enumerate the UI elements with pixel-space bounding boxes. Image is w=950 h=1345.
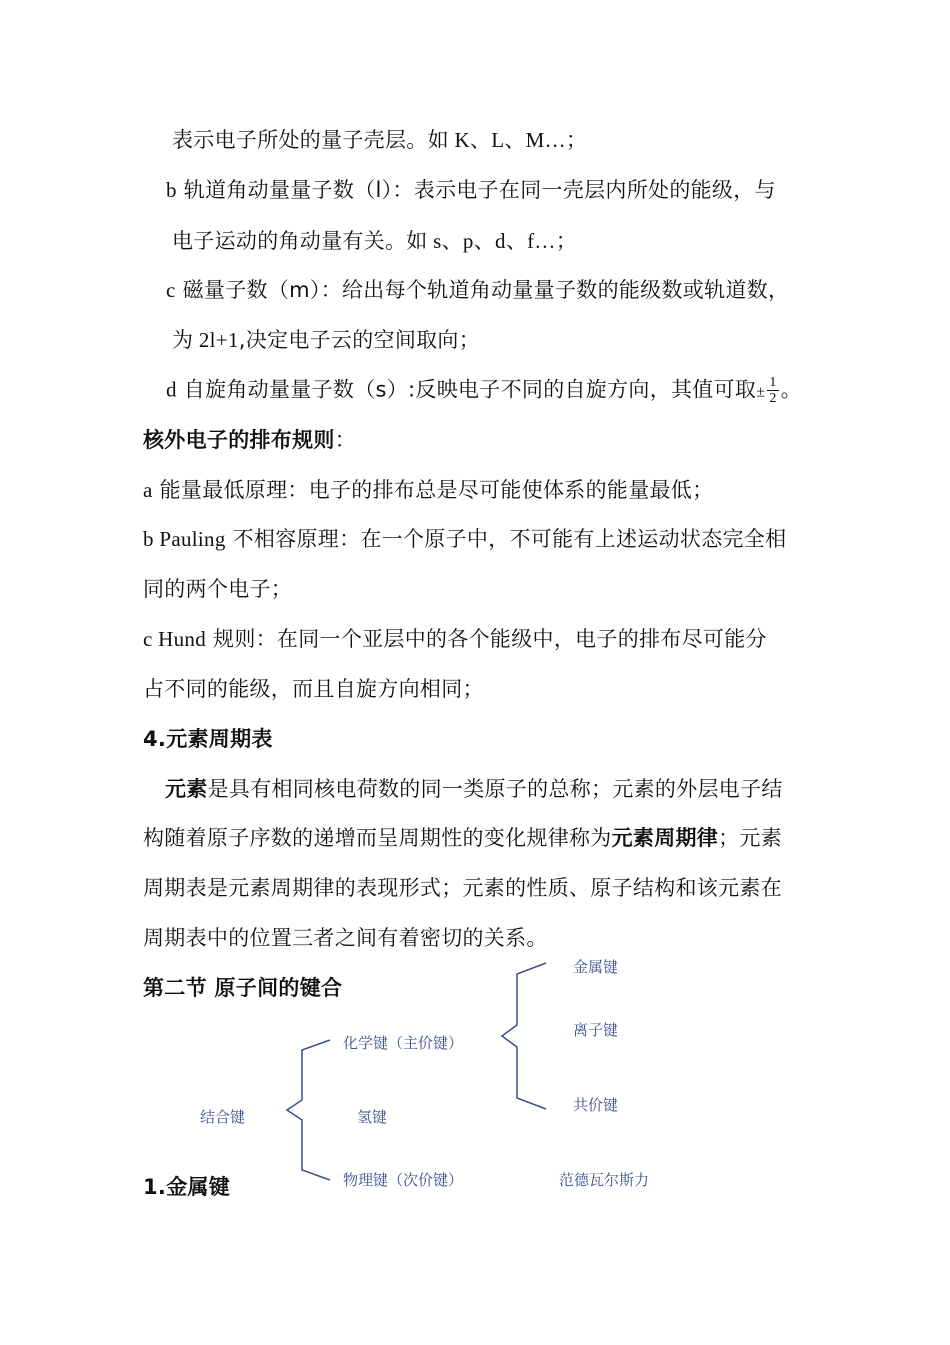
text: 电子运动的角动量有关。如 xyxy=(172,229,428,253)
text: 同的两个电子； xyxy=(143,577,293,601)
text: （s） xyxy=(354,377,409,402)
text: d xyxy=(166,377,177,402)
text: 1.金属键 xyxy=(143,1175,231,1199)
text: 轨道角动量量子数 xyxy=(176,178,355,202)
text: 构随着原子序数的递增而呈周期性的变化规律称为 xyxy=(143,826,612,850)
diagram-node-van-der-waals: 范德瓦尔斯力 xyxy=(559,1171,650,1189)
text: 元素周期律 xyxy=(611,826,719,850)
text: 4.元素周期表 xyxy=(143,727,273,751)
numerator: 1 xyxy=(769,375,777,390)
text: 2l+1 xyxy=(193,328,239,352)
text: 表示电子所处的量子壳层。如 xyxy=(172,128,449,152)
text: c xyxy=(166,278,176,302)
diagram-node-hydrogen-bond: 氢键 xyxy=(357,1108,388,1126)
text: 核外电子的排布规则 xyxy=(143,428,335,452)
text: s、p、d、f… xyxy=(427,229,556,253)
text: ,决定电子云的空间取向； xyxy=(238,328,481,352)
text: 周期表中的位置三者之间有着密切的关系。 xyxy=(143,926,548,950)
text: （l） xyxy=(354,178,393,202)
chemical-bond-bracket xyxy=(502,963,546,1109)
text: ： xyxy=(334,428,357,452)
text: ； xyxy=(555,229,578,253)
text: ：给出每个轨道角动量量子数的能级数或轨道数， xyxy=(320,278,790,302)
text: ：表示电子在同一壳层内所处的能级，与 xyxy=(392,178,776,202)
text: a xyxy=(143,478,153,502)
text: 磁量子数 xyxy=(175,278,268,302)
text: 自旋角动量量子数 xyxy=(176,377,355,402)
diagram-node-physical-bond: 物理键（次价键） xyxy=(343,1171,464,1189)
text: （m） xyxy=(267,278,321,302)
diagram-node-chemical-bond: 化学键（主价键） xyxy=(343,1034,464,1052)
text: 不相容原理：在一个原子中，不可能有上述运动状态完全相 xyxy=(225,527,787,551)
text: 占不同的能级，而且自旋方向相同； xyxy=(143,677,484,701)
text: ；元素 xyxy=(718,826,783,850)
denominator: 2 xyxy=(769,391,777,406)
text: K、L、M… xyxy=(448,128,566,152)
text: 规则：在同一个亚层中的各个能级中，电子的排布尽可能分 xyxy=(206,627,767,651)
text: b xyxy=(166,178,177,202)
text: 元素 xyxy=(165,777,208,801)
text: b Pauling xyxy=(143,527,226,551)
text: c Hund xyxy=(143,627,207,651)
text: ； xyxy=(565,128,588,152)
diagram-node-ionic-bond: 离子键 xyxy=(573,1021,619,1039)
text: 第二节 原子间的键合 xyxy=(143,976,343,1000)
text: 。 xyxy=(780,377,802,402)
diagram-node-metallic-bond: 金属键 xyxy=(573,958,619,976)
plus-minus-sign: ± xyxy=(756,383,766,401)
diagram-node-covalent-bond: 共价键 xyxy=(573,1096,619,1114)
text: 能量最低原理：电子的排布总是尽可能使体系的能量最低； xyxy=(152,478,714,502)
diagram-node-bonding: 结合键 xyxy=(200,1108,246,1126)
text: 是具有相同核电荷数的同一类原子的总称；元素的外层电子结 xyxy=(207,777,783,801)
text: 周期表是元素周期律的表现形式；元素的性质、原子结构和该元素在 xyxy=(143,876,782,900)
outer-bracket xyxy=(287,1040,330,1180)
text: :反映电子不同的自旋方向，其值可取 xyxy=(408,377,757,402)
text: 为 xyxy=(172,328,194,352)
